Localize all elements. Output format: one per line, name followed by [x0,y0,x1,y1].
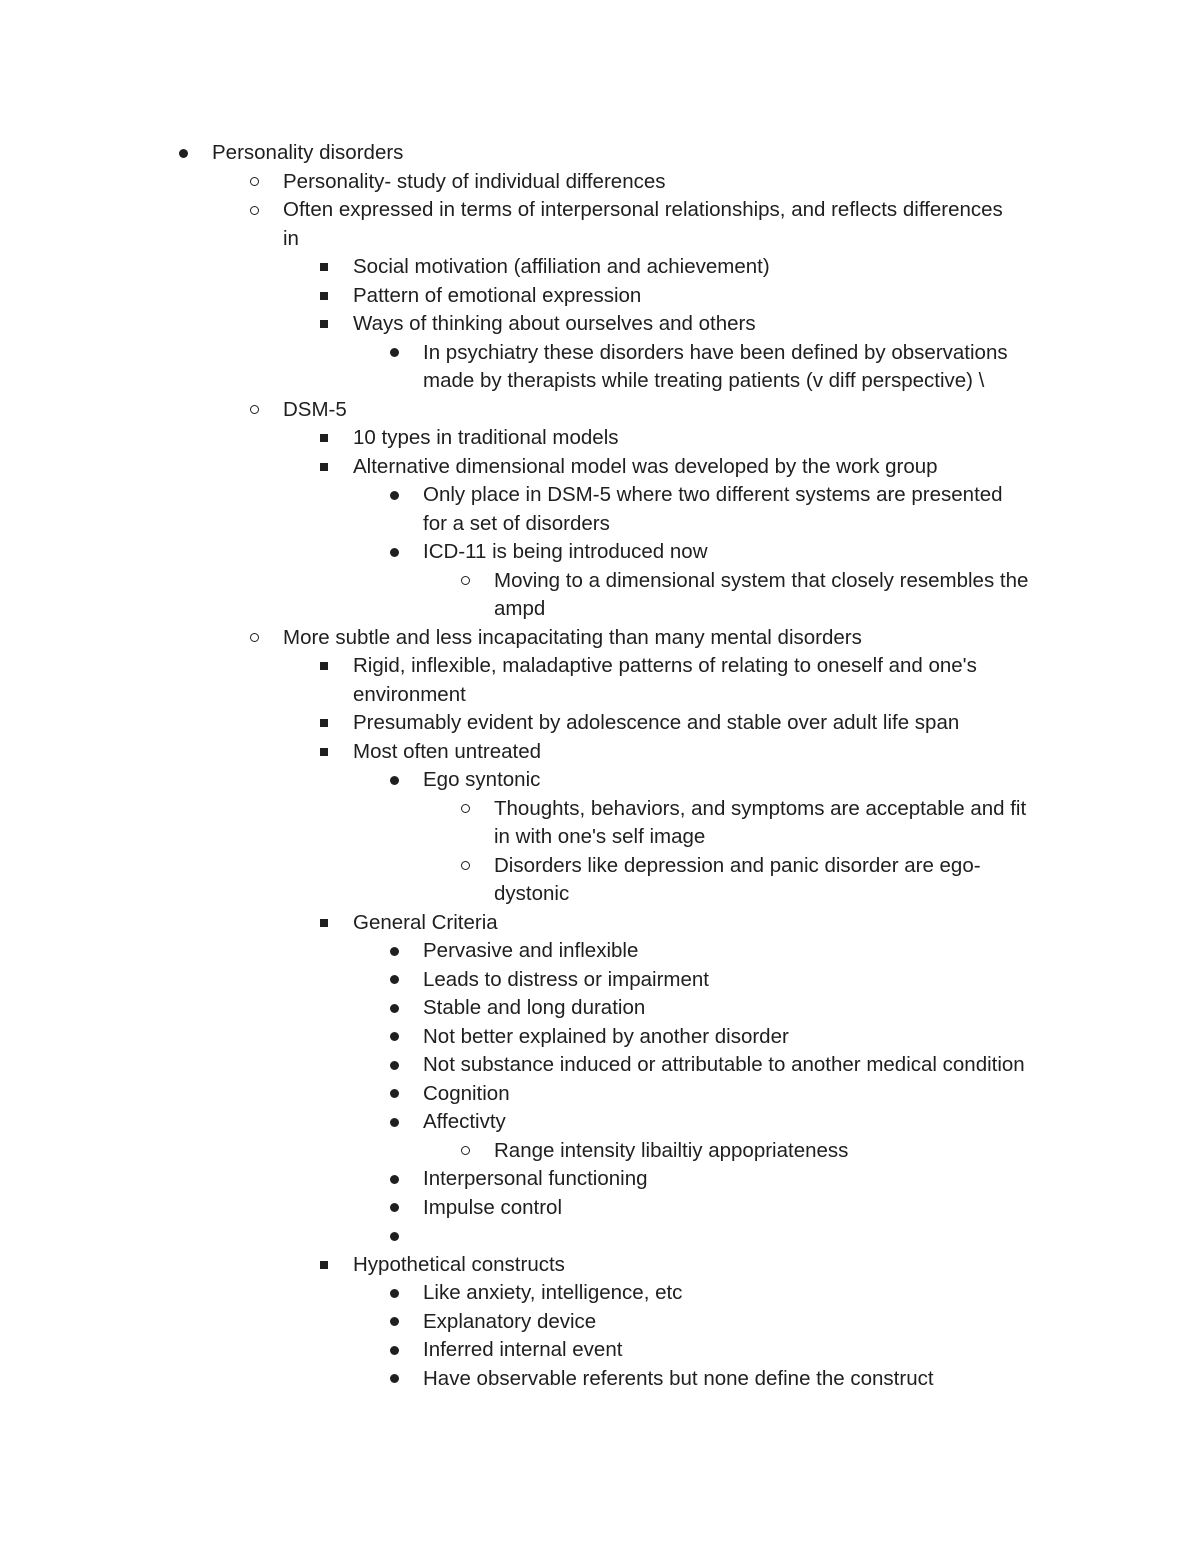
outline-item-text [423,1108,1080,1137]
outline-item-text [353,282,1070,311]
outline-item-text [423,481,1080,538]
bullet-marker [384,1222,404,1251]
outline-line: Ego syntonic [423,768,541,791]
bullet-marker [244,168,264,197]
outline-line: in [283,226,299,250]
outline-item-text [353,453,1070,482]
filled-circle-bullet-icon [390,1203,399,1212]
outline-line: Hypothetical constructs [353,1252,565,1276]
bullet-marker [314,709,334,738]
bullet-marker [314,909,334,938]
outline-item-level-3 [0,310,1200,339]
outline-line: Affectivty [423,1110,506,1133]
outline-line: in with one's self image [494,825,706,848]
outline-line: ICD-11 is being introduced now [423,540,708,563]
filled-circle-bullet-icon [390,1232,399,1241]
filled-circle-bullet-icon [390,1175,399,1184]
outline-item-level-3 [0,652,1200,709]
outline-item-level-4 [0,1194,1200,1223]
outline-line: Cognition [423,1081,510,1105]
outline-item-text [353,310,1070,339]
filled-circle-bullet-icon [390,1004,399,1013]
bullet-marker [384,538,404,567]
bullet-marker [314,1251,334,1280]
bullet-marker [384,1165,404,1194]
filled-circle-bullet-icon [390,548,399,557]
bullet-marker [455,795,475,824]
outline-item-level-3 [0,253,1200,282]
outline-item-level-4 [0,1108,1200,1137]
outline-item-level-4 [0,1080,1200,1109]
outline-item-text [353,909,1070,938]
outline-line: Only place in DSM-5 where two different systems are presented [423,483,1003,506]
outline-item-level-4 [0,1336,1200,1365]
bullet-marker [384,994,404,1023]
outline-line: 10 types in traditional models [353,426,619,449]
bullet-marker [314,424,334,453]
filled-circle-bullet-icon [390,1089,399,1098]
outline-item-level-3 [0,424,1200,453]
filled-square-bullet-icon [320,719,328,727]
bullet-marker [314,282,334,311]
outline-item-text [353,738,1070,767]
filled-square-bullet-icon [320,463,328,471]
outline-line: ampd [494,597,546,620]
bullet-marker [384,1308,404,1337]
outline-item-text [423,1308,1080,1337]
outline-item-text [423,1023,1080,1052]
outline-line: Like anxiety, intelligence, etc [423,1281,683,1304]
filled-circle-bullet-icon [390,1317,399,1326]
outline-item-level-5 [0,795,1200,852]
filled-circle-bullet-icon [390,1061,399,1070]
filled-square-bullet-icon [320,919,328,927]
outline-line: Often expressed in terms of interpersonal relationships, and reflects differences [283,198,1003,221]
filled-circle-bullet-icon [390,1346,399,1355]
outline-line: environment [353,682,466,706]
bullet-marker [384,966,404,995]
outline-item-text [494,795,1080,852]
outline-line: Most often untreated [353,739,542,763]
outline-item-level-3 [0,1251,1200,1280]
outline-item-text [423,1080,1080,1109]
outline-item-text [423,966,1080,995]
outline-line: Leads to distress or impairment [423,967,709,991]
outline-item-text [423,1165,1080,1194]
outline-line: Alternative dimensional model was developed by the work group [353,454,938,478]
bullet-marker [384,1279,404,1308]
outline-line: Have observable referents but none define the construct [423,1366,934,1390]
outline-item-level-4 [0,1279,1200,1308]
outline-line: Not substance induced or attributable to another medical condition [423,1053,1025,1076]
bullet-marker [384,766,404,795]
outline-item-level-4 [0,1023,1200,1052]
outline-line: Pattern of emotional expression [353,283,642,307]
outline-item-text [283,624,1070,653]
outline-line: Disorders like depression and panic disorder are ego- [494,853,981,877]
bullet-marker [244,196,264,225]
hollow-circle-bullet-icon [461,804,470,813]
filled-square-bullet-icon [320,320,328,328]
outline-item-level-4 [0,1222,1200,1251]
bullet-marker [384,339,404,368]
bullet-marker [244,624,264,653]
outline-item-text [283,196,1070,253]
bullet-marker [173,139,193,168]
hollow-circle-bullet-icon [250,405,259,414]
outline-item-text [283,168,1070,197]
filled-square-bullet-icon [320,662,328,670]
outline-line: General Criteria [353,910,498,934]
bullet-marker [314,253,334,282]
outline-line: Personality disorders [212,141,404,164]
outline-item-text [423,937,1080,966]
outline-item-level-4 [0,1308,1200,1337]
outline-item-level-4 [0,1365,1200,1394]
outline-line: Ways of thinking about ourselves and others [353,312,756,335]
outline-item-level-5 [0,567,1200,624]
outline-item-text [283,396,1070,425]
outline-item-text [423,1194,1080,1223]
hollow-circle-bullet-icon [461,576,470,585]
outline-line: Social motivation (affiliation and achievement) [353,255,770,278]
bullet-marker [384,1194,404,1223]
filled-circle-bullet-icon [179,149,188,158]
filled-circle-bullet-icon [390,1032,399,1041]
outline-line: Interpersonal functioning [423,1167,648,1190]
filled-square-bullet-icon [320,1261,328,1269]
outline-item-text [494,852,1080,909]
bullet-marker [384,1080,404,1109]
outline-item-level-5 [0,852,1200,909]
hollow-circle-bullet-icon [461,1146,470,1155]
hollow-circle-bullet-icon [250,633,259,642]
bullet-marker [384,1023,404,1052]
outline-item-text [494,1137,1080,1166]
bullet-marker [384,1336,404,1365]
outline-line: for a set of disorders [423,511,610,535]
outline-item-level-4 [0,994,1200,1023]
outline-line: Not better explained by another disorder [423,1024,789,1048]
outline-item-text [353,424,1070,453]
outline-line: Presumably evident by adolescence and stable over adult life span [353,711,960,734]
filled-circle-bullet-icon [390,1118,399,1127]
outline-item-text [494,567,1080,624]
filled-square-bullet-icon [320,263,328,271]
bullet-marker [455,1137,475,1166]
bullet-marker [455,567,475,596]
filled-square-bullet-icon [320,434,328,442]
bullet-marker [384,1365,404,1394]
outline-line: Rigid, inflexible, maladaptive patterns of relating to oneself and one's [353,654,977,677]
outline-item-level-3 [0,738,1200,767]
outline-line: More subtle and less incapacitating than many mental disorders [283,625,862,649]
outline-item-text [423,1222,1080,1251]
filled-circle-bullet-icon [390,776,399,785]
outline-item-text [423,994,1080,1023]
outline-item-level-4 [0,481,1200,538]
outline-item-text [423,1365,1080,1394]
outline-item-text [423,1336,1080,1365]
outline-item-text [423,538,1080,567]
outline-item-level-4 [0,1051,1200,1080]
filled-circle-bullet-icon [390,975,399,984]
filled-square-bullet-icon [320,748,328,756]
bullet-marker [244,396,264,425]
filled-circle-bullet-icon [390,947,399,956]
outline-item-text [353,253,1070,282]
document-outline [0,139,1200,1393]
outline-item-level-3 [0,909,1200,938]
outline-item-level-2 [0,396,1200,425]
outline-item-text [353,709,1070,738]
outline-item-level-4 [0,538,1200,567]
outline-item-level-5 [0,1137,1200,1166]
outline-item-level-4 [0,966,1200,995]
filled-circle-bullet-icon [390,1289,399,1298]
outline-line: Stable and long duration [423,996,646,1019]
filled-circle-bullet-icon [390,491,399,500]
bullet-marker [314,310,334,339]
bullet-marker [314,738,334,767]
bullet-marker [384,1108,404,1137]
outline-line: Impulse control [423,1195,563,1219]
filled-square-bullet-icon [320,292,328,300]
bullet-marker [384,1051,404,1080]
outline-line: Range intensity libailtiy appopriateness [494,1138,849,1162]
outline-line: Pervasive and inflexible [423,939,639,962]
outline-item-level-2 [0,196,1200,253]
outline-item-level-3 [0,453,1200,482]
bullet-marker [455,852,475,881]
outline-line: DSM-5 [283,397,347,421]
outline-item-level-4 [0,1165,1200,1194]
outline-item-text [423,1279,1080,1308]
outline-item-level-2 [0,168,1200,197]
outline-item-text [212,139,1070,168]
outline-item-text [423,766,1080,795]
outline-item-level-1 [0,139,1200,168]
outline-item-level-3 [0,709,1200,738]
outline-item-level-2 [0,624,1200,653]
outline-line: Thoughts, behaviors, and symptoms are acceptable and fit [494,796,1027,820]
outline-item-text [423,339,1080,396]
outline-item-level-4 [0,766,1200,795]
outline-line: Inferred internal event [423,1338,623,1361]
hollow-circle-bullet-icon [461,861,470,870]
outline-line: dystonic [494,882,570,905]
filled-circle-bullet-icon [390,348,399,357]
outline-line: Moving to a dimensional system that closely resembles the [494,568,1029,592]
outline-line: Explanatory device [423,1309,597,1333]
outline-line: Personality- study of individual differences [283,169,666,193]
bullet-marker [384,937,404,966]
outline-item-text [353,652,1070,709]
outline-item-level-3 [0,282,1200,311]
outline-item-text [353,1251,1070,1280]
bullet-marker [314,453,334,482]
outline-line: made by therapists while treating patients (v diff perspective) \ [423,369,985,392]
outline-line [423,1222,1080,1251]
filled-circle-bullet-icon [390,1374,399,1383]
bullet-marker [314,652,334,681]
outline-item-level-4 [0,339,1200,396]
outline-line: In psychiatry these disorders have been defined by observations [423,340,1008,364]
hollow-circle-bullet-icon [250,177,259,186]
outline-item-level-4 [0,937,1200,966]
outline-item-text [423,1051,1080,1080]
bullet-marker [384,481,404,510]
hollow-circle-bullet-icon [250,206,259,215]
